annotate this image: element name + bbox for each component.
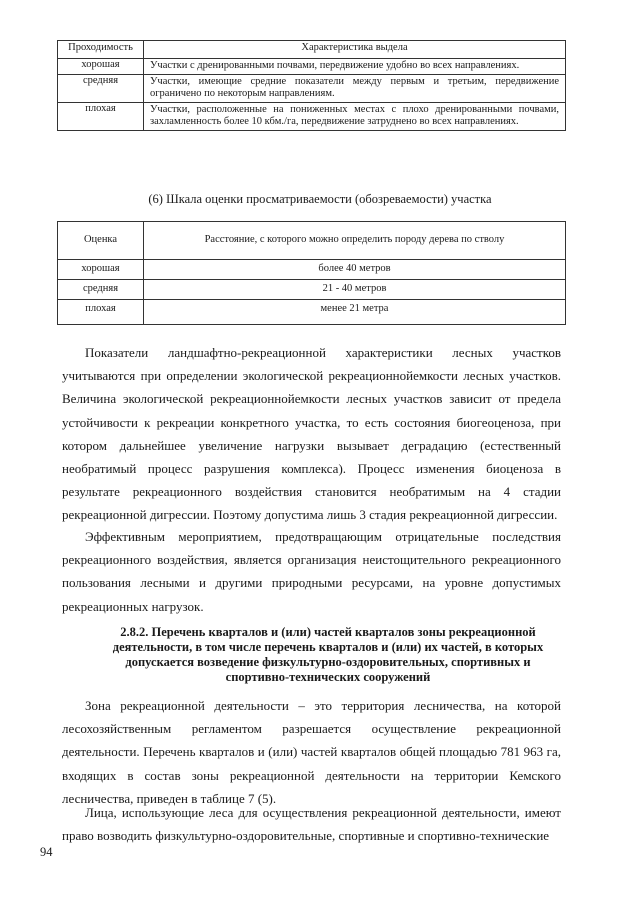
- table-cell-grade: хорошая: [58, 260, 144, 280]
- table-row: [58, 260, 566, 280]
- table-caption: (6) Шкала оценки просматриваемости (обозреваемости) участка: [148, 192, 492, 206]
- passability-table: [57, 40, 566, 131]
- column-header: Проходимость: [58, 41, 144, 59]
- table-cell-description: Участки, имеющие средние показатели между первым и третьим, передвижение ограничено по некоторым направлениям.: [144, 74, 566, 102]
- table-cell-description: Участки с дренированными почвами, передвижение удобно во всех направлениях.: [144, 59, 566, 75]
- table-header-row: [58, 222, 566, 260]
- table-cell-distance: менее 21 метра: [144, 300, 566, 325]
- body-paragraph: Лица, использующие леса для осуществления рекреационной деятельности, имеют право возводить физкультурно-оздоровительные, спортивные и спортивно-технические: [62, 805, 561, 844]
- table-cell-distance: 21 - 40 метров: [144, 280, 566, 300]
- body-paragraph: Показатели ландшафтно-рекреационной характеристики лесных участков учитываются при определении экологической рекреационнойемкости лесных участков. Величина экологической рекреационнойемкости лесных участков зависит от предела устойчивости к рекреации конкретного участка, то есть состояния биогеоценоза, при котором дальнейшее увеличение нагрузки вызывает деградацию (естественный необратимый процесс разрушения комплекса). Процесс изменения биоценоза в результате рекреационного воздействия становится необратимым на 4 стадии рекреационной дигрессии. Поэтому допустима лишь 3 стадия рекреационной дигрессии.: [62, 345, 561, 523]
- column-header: Расстояние, с которого можно определить породу дерева по стволу: [144, 222, 566, 260]
- table-cell-grade: плохая: [58, 102, 144, 130]
- table-row: [58, 74, 566, 102]
- table-header-row: [58, 41, 566, 59]
- table-row: [58, 300, 566, 325]
- table-cell-grade: плохая: [58, 300, 144, 325]
- table-row: [58, 102, 566, 130]
- table-row: [58, 59, 566, 75]
- body-paragraph: Эффективным мероприятием, предотвращающим отрицательные последствия рекреационного воздействия, является организация неистощительного рекреационного пользования лесными и другими природными ресурсами, на уровне допустимых рекреационных нагрузок.: [62, 529, 561, 614]
- body-paragraph: Зона рекреационной деятельности – это территория лесничества, на которой лесохозяйственным регламентом разрешается осуществление рекреационной деятельности. Перечень кварталов и (или) частей кварталов общей площадью 781 963 га, входящих в состав зоны рекреационной деятельности на территории Кемского лесничества, приведен в таблице 7 (5).: [62, 698, 561, 806]
- section-heading: 2.8.2. Перечень кварталов и (или) частей кварталов зоны рекреационной деятельности, в том числе перечень кварталов и (или) их частей, в которых допускается возведение физкультурно-оздоровительных, спортивных и спортивно-технических сооружений: [112, 625, 544, 684]
- column-header: Характеристика выдела: [144, 41, 566, 59]
- visibility-scale-table: [57, 221, 566, 325]
- table-cell-grade: средняя: [58, 74, 144, 102]
- table-cell-grade: хорошая: [58, 59, 144, 75]
- table-cell-distance: более 40 метров: [144, 260, 566, 280]
- page-number: 94: [40, 845, 53, 859]
- column-header: Оценка: [58, 222, 144, 260]
- table-cell-grade: средняя: [58, 280, 144, 300]
- table-row: [58, 280, 566, 300]
- table-cell-description: Участки, расположенные на пониженных местах с плохо дренированными почвами, захламленность более 10 кбм./га, передвижение затруднено во всех направлениях.: [144, 102, 566, 130]
